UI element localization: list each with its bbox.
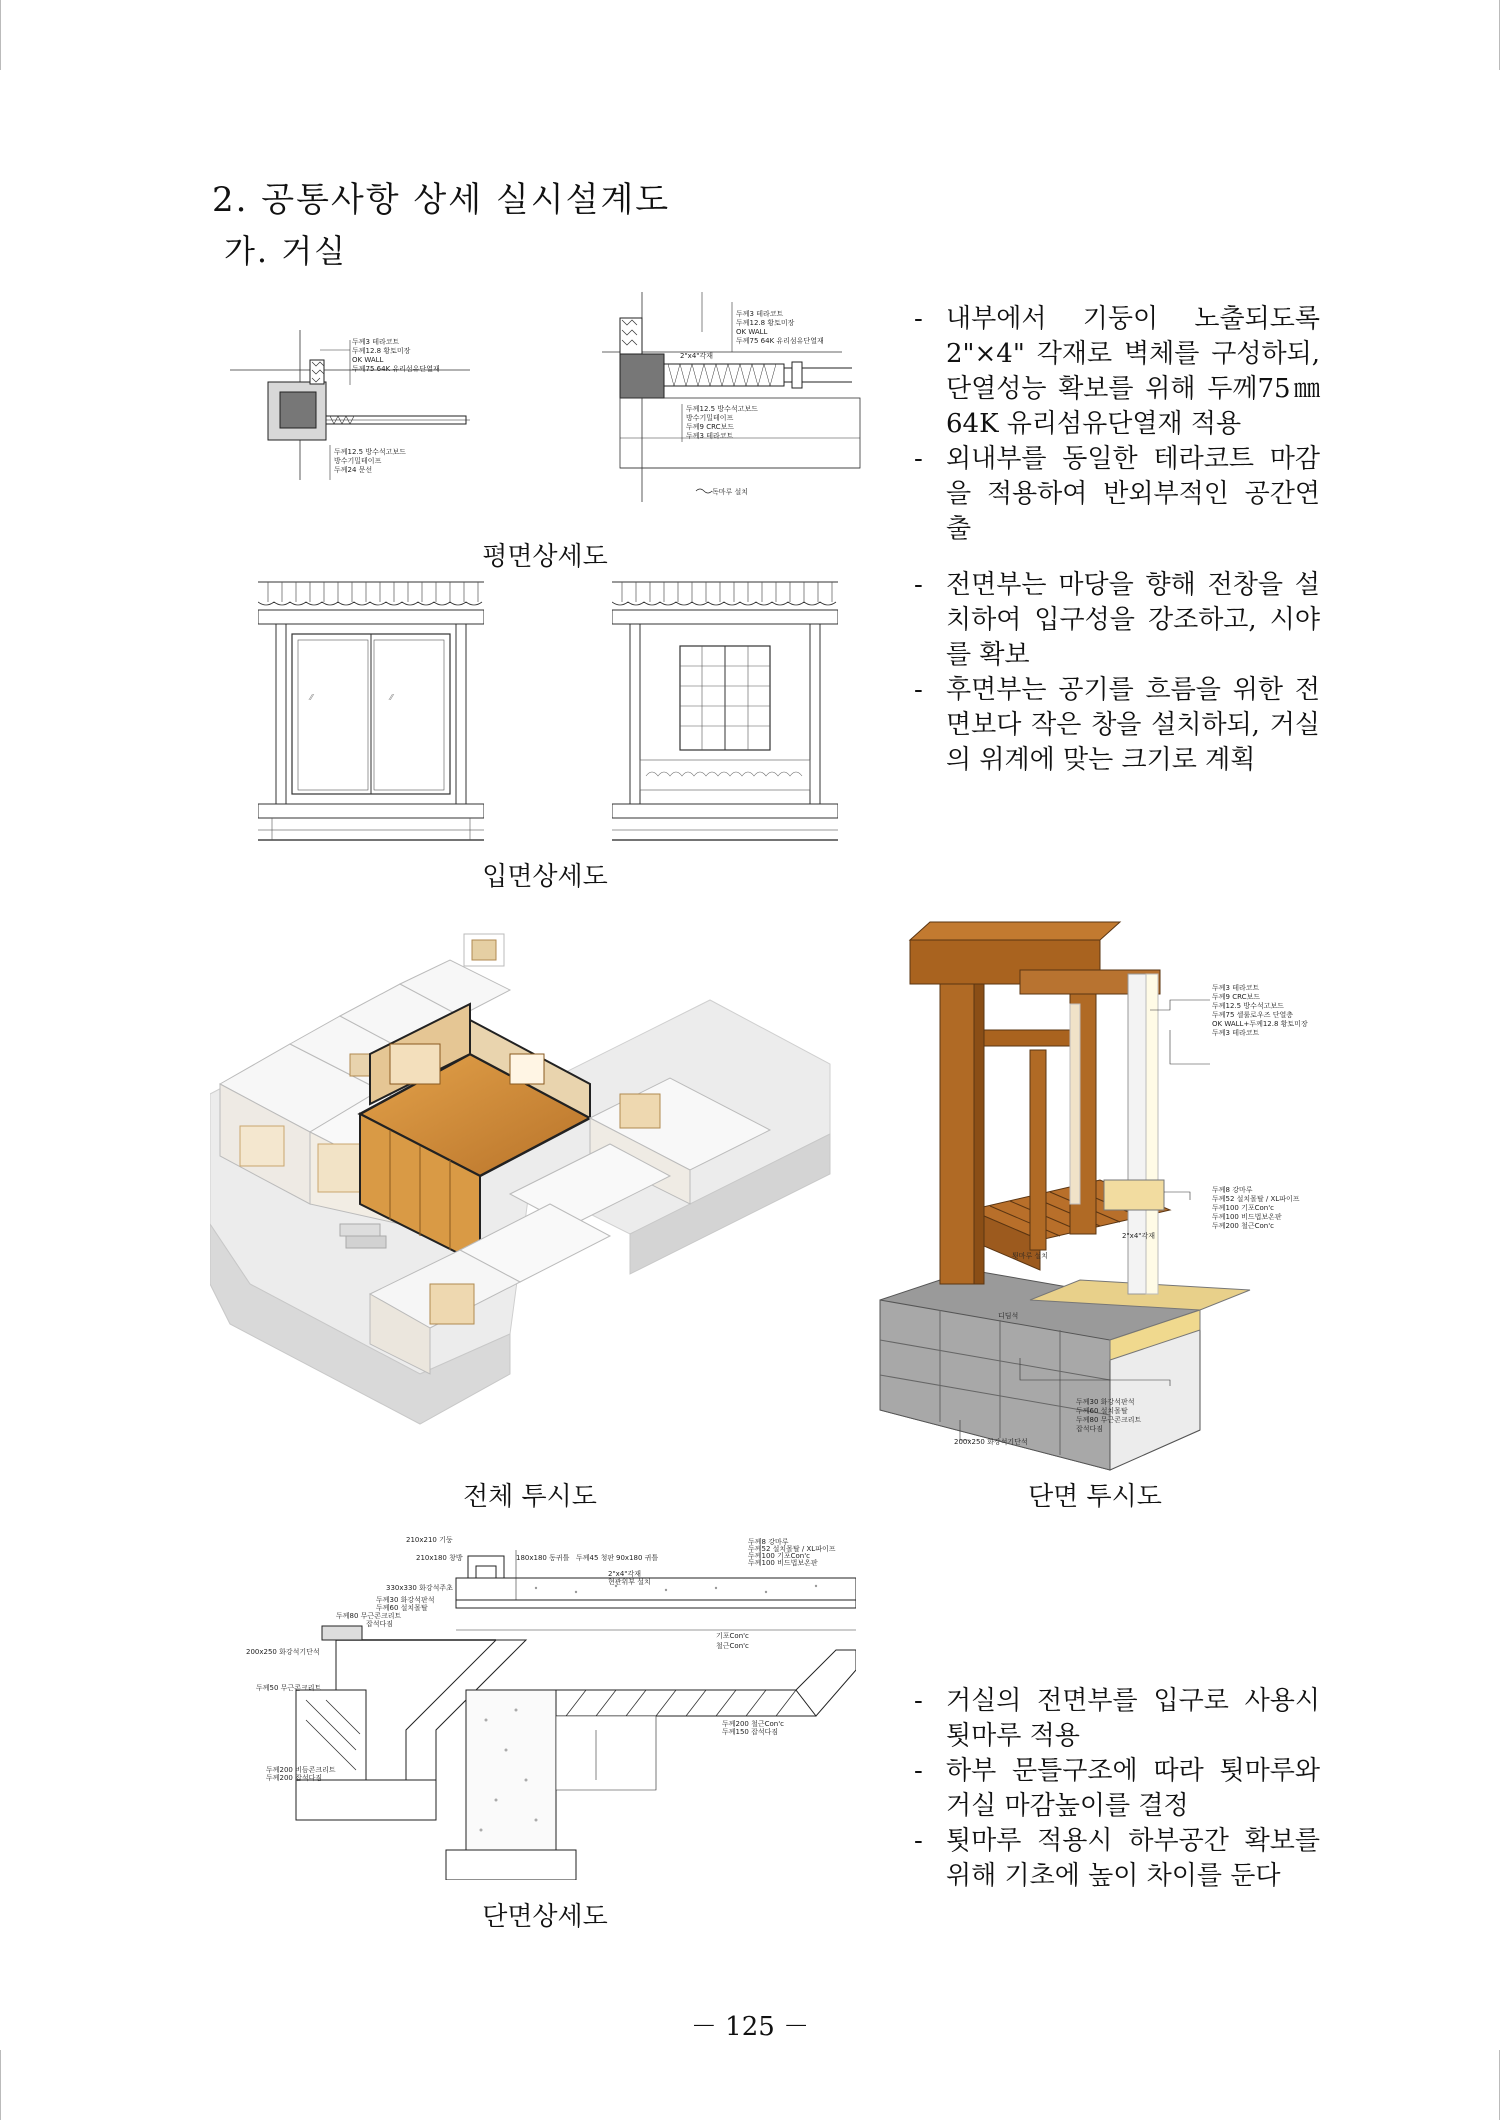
section-persp-mid-0: 두께8 강마루: [1212, 1186, 1253, 1194]
bullet-3-item-0: - 거실의 전면부를 입구로 사용시 툇마루 적용: [910, 1684, 1320, 1754]
plan-left-label-0: 두께3 테라코트: [352, 338, 400, 346]
bullet-2-item-0: - 전면부는 마당을 향해 전창을 설치하여 입구성을 강조하고, 시야를 확보: [910, 568, 1320, 673]
section-persp-top-5: 두께3 테라코트: [1212, 1029, 1260, 1037]
caption-overall-perspective: 전체 투시도: [463, 1482, 597, 1512]
bullet-1-item-1: - 외내부를 동일한 테라코트 마감을 적용하여 반외부적인 공간연출: [910, 442, 1320, 547]
elevation-rear-drawing: [612, 580, 838, 842]
plan-right-note: 독마루 설치: [712, 488, 749, 496]
section-detail-label-8: 두께80 무근콘크리트: [336, 1612, 402, 1620]
section-detail-label-20: 두께100 기포Con'c: [748, 1552, 811, 1560]
section-detail-drawing: [236, 1530, 856, 1880]
section-persp-top-4: OK WALL+두께12.8 황토미장: [1212, 1020, 1308, 1028]
section-detail-label-23: 두께150 잡석다짐: [722, 1728, 779, 1736]
plan-detail-left-drawing: [220, 320, 490, 490]
section-detail-label-12: 두께200 비듬콘크리트: [266, 1766, 336, 1774]
bullet-list-2: [910, 568, 1320, 778]
section-detail-label-15: 현관위부 설치: [608, 1578, 651, 1586]
section-detail-label-16: 기포Con'c: [716, 1632, 749, 1640]
bullet-list-3: [910, 1684, 1320, 1894]
section-detail-label-1: 210x180 창방: [416, 1554, 463, 1562]
section-detail-label-11: 두께50 무근콘크리트: [256, 1684, 322, 1692]
section-detail-label-18: 두께8 강마루: [748, 1538, 789, 1546]
plan-right-label-2: OK WALL: [736, 328, 768, 336]
plan-right-label-1: 두께12.8 황토미장: [736, 319, 795, 327]
section-persp-member: 2"x4"각재: [1122, 1232, 1156, 1240]
caption-section-perspective: 단면 투시도: [1028, 1482, 1162, 1512]
caption-plan-detail: 평면상세도: [482, 542, 608, 572]
section-perspective-model: [870, 910, 1330, 1490]
plan-left-label-1: 두께12.8 황토미장: [352, 347, 411, 355]
plan-right-label-bottom-1: 방수기밀테이프: [686, 414, 734, 422]
plan-right-label-0: 두께3 테라코트: [736, 310, 784, 318]
bullet-3-item-1: - 하부 문틀구조에 따라 툇마루와 거실 마감높이를 결정: [910, 1754, 1320, 1824]
overall-perspective-model: [210, 904, 850, 1474]
svg-text:⁄⁄: ⁄⁄: [310, 693, 313, 702]
section-persp-top-3: 두께75 셀룰로우즈 단열층: [1212, 1011, 1293, 1019]
crop-mark-top-left: [0, 0, 1, 70]
section-detail-label-6: 두께30 화강석판석: [376, 1596, 435, 1604]
plan-right-label-bottom-0: 두께12.5 방수석고보드: [686, 405, 758, 413]
plan-right-member-label: 2"x4"각재: [680, 352, 714, 360]
section-detail-label-0: 210x210 기둥: [406, 1536, 453, 1544]
section-detail-label-5: 330x330 화강석주초: [386, 1584, 453, 1592]
plan-right-label-3: 두께75 64K 유리섬유단열재: [736, 337, 824, 345]
section-persp-bottom-0: 두께30 화강석판석: [1076, 1398, 1135, 1406]
caption-elevation-detail: 입면상세도: [482, 862, 608, 892]
bullet-3-item-2: - 툇마루 적용시 하부공간 확보를 위해 기초에 높이 차이를 둔다: [910, 1824, 1320, 1894]
section-detail-label-17: 철근Con'c: [716, 1642, 749, 1650]
section-persp-top-2: 두께12.5 방수석고보드: [1212, 1002, 1284, 1010]
plan-left-label-bottom-2: 두께24 문선: [334, 466, 373, 474]
svg-text:⁄⁄: ⁄⁄: [390, 693, 393, 702]
section-detail-label-22: 두께200 철근Con'c: [722, 1720, 785, 1728]
section-persp-mid-1: 두께52 설치몰탈 / XL파이프: [1212, 1195, 1300, 1203]
section-subheading: 가. 거실: [224, 232, 348, 270]
section-persp-top-1: 두께9 CRC보드: [1212, 993, 1261, 1001]
section-detail-label-9: 잡석다짐: [366, 1620, 394, 1628]
section-persp-mid-3: 두께100 비드법보온판: [1212, 1213, 1282, 1221]
section-persp-bottom-2: 두께80 무근콘크리트: [1076, 1416, 1142, 1424]
bullet-1-item-0: - 내부에서 기둥이 노출되도록 2"×4" 각재로 벽체를 구성하되, 단열성능 확보를 위해 두께75㎜ 64K 유리섬유단열재 적용: [910, 302, 1320, 442]
elevation-front-drawing: [258, 580, 484, 842]
bullet-list-1: [910, 302, 1320, 547]
plan-left-label-bottom-0: 두께12.5 방수석고보드: [334, 448, 406, 456]
section-persp-bottom-1: 두께60 설치몰탈: [1076, 1407, 1128, 1415]
plan-left-label-bottom-1: 방수기밀테이프: [334, 457, 382, 465]
section-detail-label-3: 두께45 청판: [576, 1554, 615, 1562]
section-detail-label-13: 두께200 잡석다짐: [266, 1774, 323, 1782]
section-persp-top-0: 두께3 테라코트: [1212, 984, 1260, 992]
page-heading: 2. 공통사항 상세 실시설계도: [212, 180, 671, 220]
section-persp-step: 디딤석: [998, 1312, 1019, 1320]
section-detail-label-2: 180x180 동귀틀: [516, 1554, 570, 1562]
section-persp-mid-2: 두께100 기포Con'c: [1212, 1204, 1275, 1212]
section-detail-label-19: 두께52 설치몰탈 / XL파이프: [748, 1545, 836, 1553]
plan-left-label-3: 두께75 64K 유리섬유단열재: [352, 365, 440, 373]
caption-section-detail: 단면상세도: [482, 1902, 608, 1932]
plan-right-label-bottom-3: 두께3 테라코트: [686, 432, 734, 440]
section-persp-mid-4: 두께200 철근Con'c: [1212, 1222, 1275, 1230]
section-persp-floor: 툇마루 설치: [1012, 1252, 1049, 1260]
section-detail-label-4: 90x180 귀틀: [616, 1554, 659, 1562]
section-detail-label-7: 두께60 설치몰탈: [376, 1604, 428, 1612]
section-persp-base: 200x250 화강석기단석: [954, 1438, 1028, 1446]
section-detail-label-14: 2"x4"각재: [608, 1570, 642, 1578]
crop-mark-bottom-left: [0, 2050, 1, 2120]
section-persp-bottom-3: 잡석다짐: [1076, 1425, 1104, 1433]
plan-left-label-2: OK WALL: [352, 356, 384, 364]
plan-detail-right-drawing: [592, 292, 882, 512]
bullet-2-item-1: - 후면부는 공기를 흐름을 위한 전면보다 작은 창을 설치하되, 거실의 위계에 맞는 크기로 계획: [910, 673, 1320, 778]
plan-right-label-bottom-2: 두께9 CRC보드: [686, 423, 735, 431]
page-number: － 125 －: [690, 2012, 810, 2042]
section-detail-label-21: 두께100 비드법보온판: [748, 1559, 818, 1567]
section-detail-label-10: 200x250 화강석기단석: [246, 1648, 320, 1656]
